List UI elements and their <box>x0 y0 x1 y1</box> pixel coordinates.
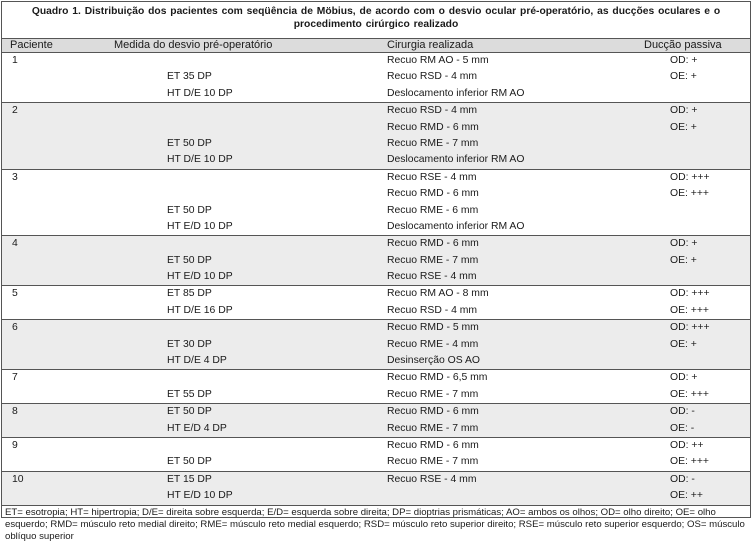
table-row <box>2 320 750 336</box>
deviation-cell: ET 85 DP <box>167 288 212 300</box>
deviation-cell: ET 50 DP <box>167 137 212 149</box>
duction-cell: OD: + <box>670 105 698 117</box>
patient-id: 8 <box>12 406 18 418</box>
table-row <box>2 387 750 403</box>
duction-cell: OD: + <box>670 55 698 66</box>
surgery-cell: Recuo RMD - 6 mm <box>387 406 479 418</box>
patient-group <box>2 170 750 237</box>
surgery-cell: Recuo RSE - 4 mm <box>387 271 477 283</box>
table-row <box>2 286 750 302</box>
table-row <box>2 269 750 285</box>
deviation-cell: HT D/E 16 DP <box>167 304 233 316</box>
deviation-cell: HT E/D 4 DP <box>167 422 227 434</box>
duction-cell: OD: - <box>670 406 695 418</box>
deviation-cell: ET 50 DP <box>167 204 212 216</box>
table-row <box>2 186 750 202</box>
deviation-cell: ET 35 DP <box>167 71 212 83</box>
duction-cell: OD: ++ <box>670 439 704 451</box>
deviation-cell: HT D/E 10 DP <box>167 154 233 166</box>
patient-id: 5 <box>12 288 18 300</box>
table-row <box>2 438 750 454</box>
duction-cell: OE: +++ <box>670 456 709 468</box>
table-row <box>2 488 750 504</box>
table-row <box>2 136 750 152</box>
duction-cell: OE: ++ <box>670 490 703 502</box>
surgery-cell: Recuo RME - 7 mm <box>387 456 479 468</box>
patient-id: 9 <box>12 439 18 451</box>
patient-group <box>2 286 750 320</box>
duction-cell: OE: + <box>670 71 697 83</box>
table-header <box>2 38 750 53</box>
table-row <box>2 472 750 488</box>
table-row <box>2 370 750 386</box>
surgery-cell: Recuo RME - 6 mm <box>387 204 479 216</box>
surgery-cell: Recuo RME - 4 mm <box>387 338 479 350</box>
table-row <box>2 404 750 420</box>
surgery-cell: Recuo RSE - 4 mm <box>387 171 477 183</box>
surgery-cell: Deslocamento inferior RM AO <box>387 154 525 166</box>
duction-cell: OD: + <box>670 372 698 384</box>
deviation-cell: ET 50 DP <box>167 456 212 468</box>
surgery-cell: Recuo RME - 7 mm <box>387 137 479 149</box>
table-row <box>2 337 750 353</box>
surgery-cell: Recuo RMD - 6,5 mm <box>387 372 488 384</box>
table-row <box>2 454 750 470</box>
duction-cell: OE: +++ <box>670 188 709 200</box>
surgery-cell: Recuo RMD - 5 mm <box>387 322 479 334</box>
patient-group <box>2 404 750 438</box>
table-row <box>2 86 750 102</box>
header-duction: Ducção passiva <box>644 39 722 51</box>
patient-group <box>2 103 750 170</box>
surgery-cell: Deslocamento inferior RM AO <box>387 87 525 99</box>
surgery-cell: Recuo RME - 7 mm <box>387 254 479 266</box>
table-row <box>2 219 750 235</box>
surgery-cell: Recuo RSD - 4 mm <box>387 304 478 316</box>
duction-cell: OE: +++ <box>670 388 709 400</box>
patient-group <box>2 236 750 286</box>
duction-cell: OE: + <box>670 121 697 133</box>
duction-cell: OE: + <box>670 254 697 266</box>
surgery-cell: Deslocamento inferior RM AO <box>387 220 525 232</box>
header-patient: Paciente <box>10 39 53 51</box>
table-row <box>2 69 750 85</box>
surgery-cell: Recuo RSD - 4 mm <box>387 71 478 83</box>
patient-id: 10 <box>12 473 24 485</box>
table-row <box>2 203 750 219</box>
deviation-cell: ET 50 DP <box>167 406 212 418</box>
duction-cell: OE: - <box>670 422 695 434</box>
surgery-cell: Recuo RMD - 6 mm <box>387 238 479 250</box>
deviation-cell: HT E/D 10 DP <box>167 220 233 232</box>
table-row <box>2 152 750 168</box>
deviation-cell: ET 50 DP <box>167 254 212 266</box>
patient-id: 6 <box>12 322 18 334</box>
patient-id: 7 <box>12 372 18 384</box>
deviation-cell: HT E/D 10 DP <box>167 271 233 283</box>
surgery-cell: Recuo RSD - 4 mm <box>387 105 478 117</box>
deviation-cell: HT D/E 10 DP <box>167 87 233 99</box>
patient-group <box>2 320 750 370</box>
table-row <box>2 236 750 252</box>
deviation-cell: ET 15 DP <box>167 473 212 485</box>
deviation-cell: HT D/E 4 DP <box>167 355 227 367</box>
duction-cell: OD: + <box>670 238 698 250</box>
table-row <box>2 303 750 319</box>
patient-id: 1 <box>12 55 18 66</box>
deviation-cell: HT E/D 10 DP <box>167 490 233 502</box>
patient-id: 3 <box>12 171 18 183</box>
patient-group <box>2 370 750 404</box>
duction-cell: OD: +++ <box>670 171 710 183</box>
patient-group <box>2 438 750 472</box>
duction-cell: OE: +++ <box>670 304 709 316</box>
surgery-cell: Recuo RM AO - 5 mm <box>387 55 489 66</box>
surgery-cell: Recuo RSE - 4 mm <box>387 473 477 485</box>
table-row <box>2 120 750 136</box>
patient-group <box>2 472 750 506</box>
surgery-cell: Recuo RMD - 6 mm <box>387 121 479 133</box>
header-surgery: Cirurgia realizada <box>387 39 474 51</box>
table-row <box>2 103 750 119</box>
table-row <box>2 53 750 69</box>
duction-cell: OD: +++ <box>670 288 710 300</box>
table-row <box>2 421 750 437</box>
deviation-cell: ET 55 DP <box>167 388 212 400</box>
duction-cell: OE: + <box>670 338 697 350</box>
table-body <box>2 53 750 506</box>
surgery-cell: Recuo RMD - 6 mm <box>387 439 479 451</box>
table-row <box>2 170 750 186</box>
surgery-cell: Recuo RMD - 6 mm <box>387 188 479 200</box>
table-row <box>2 253 750 269</box>
duction-cell: OD: +++ <box>670 322 710 334</box>
surgery-cell: Recuo RM AO - 8 mm <box>387 288 489 300</box>
table-row <box>2 353 750 369</box>
table-title: Quadro 1. Distribuição dos pacientes com seqüência de Möbius, de acordo com o desvio ocular pré-operatório, as ducções oculares e o procedimento cirúrgico realizado <box>31 6 721 30</box>
patient-id: 4 <box>12 238 18 250</box>
surgery-cell: Recuo RME - 7 mm <box>387 422 479 434</box>
duction-cell: OD: - <box>670 473 695 485</box>
surgery-cell: Recuo RME - 7 mm <box>387 388 479 400</box>
deviation-cell: ET 30 DP <box>167 338 212 350</box>
surgery-cell: Desinserção OS AO <box>387 355 480 367</box>
footnote: ET= esotropia; HT= hipertropia; D/E= direita sobre esquerda; E/D= esquerda sobre direita; DP= dioptrias prismáticas; AO= ambos os olhos; OD= olho direito; OE= olho esquerdo; RMD= músculo reto medial direito; RME= músculo reto medial esquerdo; RSD= músculo reto superior direito; RSE= músculo reto superior esquerdo; OS= músculo oblíquo superior <box>5 506 745 542</box>
table-frame <box>1 1 751 542</box>
header-deviation: Medida do desvio pré-operatório <box>114 39 273 51</box>
patient-id: 2 <box>12 105 18 117</box>
patient-group <box>2 53 750 103</box>
